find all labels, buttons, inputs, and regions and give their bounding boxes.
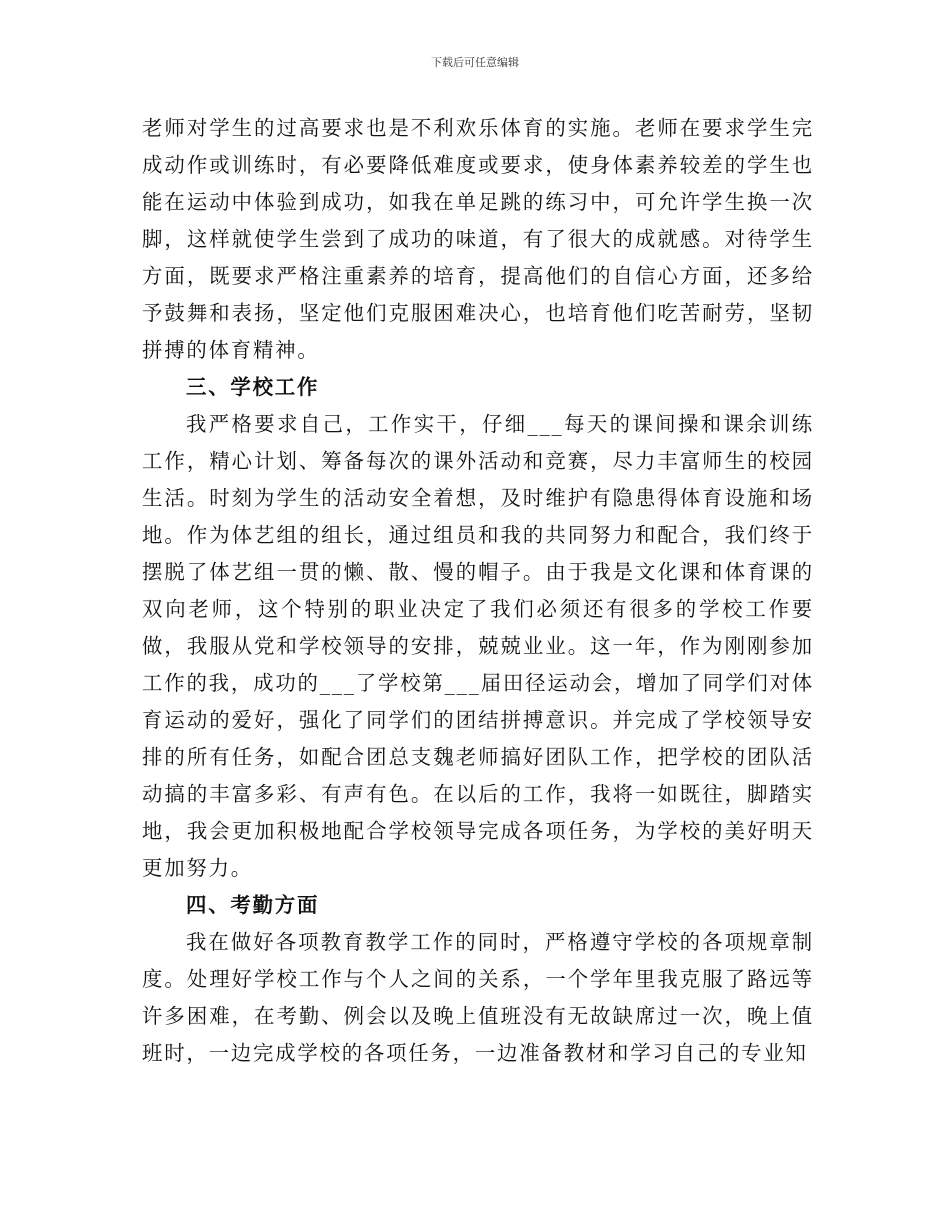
paragraph-attendance: 我在做好各项教育教学工作的同时，严格遵守学校的各项规章制度。处理好学校工作与个人之间的关系，一个学年里我克服了路远等许多困难，在考勤、例会以及晚上值班没有无故缺席过一次，晚上值班时，一边完成学校的各项任务，一边准备教材和学习自己的专业知 xyxy=(142,930,814,1065)
paragraph-school-work: 我严格要求自己，工作实干，仔细___每天的课间操和课余训练工作，精心计划、筹备每次的课外活动和竞赛，尽力丰富师生的校园生活。时刻为学生的活动安全着想，及时维护有隐患得体育设施和场地。作为体艺组的组长，通过组员和我的共同努力和配合，我们终于摆脱了体艺组一贯的懒、散、慢的帽子。由于我是文化课和体育课的双向老师，这个特别的职业决定了我们必须还有很多的学校工作要做，我服从党和学校领导的安排，兢兢业业。这一年，作为刚刚参加工作的我，成功的___了学校第___届田径运动会，增加了同学们对体育运动的爱好，强化了同学们的团结拼搏意识。并完成了学校领导安排的所有任务，如配合团总支魏老师搞好团队工作，把学校的团队活动搞的丰富多彩、有声有色。在以后的工作，我将一如既往，脚踏实地，我会更加积极地配合学校领导完成各项任务，为学校的美好明天更加努力。 xyxy=(142,412,814,880)
section-heading-school-work: 三、学校工作 xyxy=(186,375,320,399)
section-heading-attendance: 四、考勤方面 xyxy=(186,893,320,917)
page-header: 下载后可任意编辑 xyxy=(431,56,519,69)
paragraph-teacher-requirements: 老师对学生的过高要求也是不利欢乐体育的实施。老师在要求学生完成动作或训练时，有必要降低难度或要求，使身体素养较差的学生也能在运动中体验到成功，如我在单足跳的练习中，可允许学生换一次脚，这样就使学生尝到了成功的味道，有了很大的成就感。对待学生方面，既要求严格注重素养的培育，提高他们的自信心方面，还多给予鼓舞和表扬，坚定他们克服困难决心，也培育他们吃苦耐劳，坚韧拼搏的体育精神。 xyxy=(142,116,814,362)
document-body xyxy=(142,110,814,1072)
